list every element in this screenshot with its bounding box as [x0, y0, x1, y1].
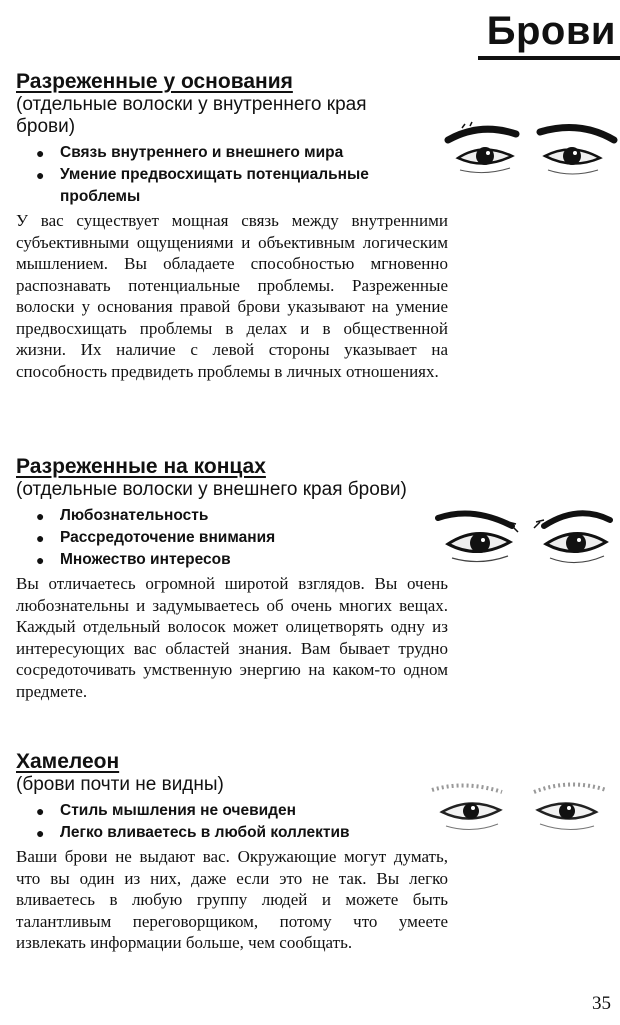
section-heading: Разреженные на концах: [16, 455, 266, 478]
section-body-text: Ваши брови не выдают вас. Окружающие могут думать, что вы один из них, даже если это не так. Вы легко вливаетесь в любую группу людей и можете быть талантливым переговорщиком, потому что умеете извлекать информации больше, чем сообщать.: [16, 847, 448, 952]
section-subtitle: (брови почти не видны): [16, 774, 224, 795]
eyes-illustration: [440, 118, 620, 188]
bullet-item: ● Рассредоточение внимания: [16, 527, 448, 549]
bullet-item: ● Умение предвосхищать потенциальные проблемы: [16, 164, 420, 208]
bullet-item: ● Любознательность: [16, 505, 448, 527]
section-heading: Хамелеон: [16, 750, 120, 773]
section-sparse-at-ends: [16, 455, 448, 702]
bullet-list: [16, 505, 448, 571]
eyes-illustration: [420, 770, 615, 850]
section-subtitle: (отдельные волоски у внутреннего края брови): [16, 94, 367, 137]
bullet-item: ● Связь внутреннего и внешнего мира: [16, 142, 441, 164]
bullet-item: ● Легко вливаетесь в любой коллектив: [16, 822, 448, 844]
section-chameleon: [16, 750, 448, 954]
bullet-list: [16, 142, 441, 208]
bullet-item: ● Множество интересов: [16, 549, 448, 571]
eyes-illustration: [428, 500, 618, 580]
page-title: Брови: [478, 0, 620, 60]
section-heading: Разреженные у основания: [16, 70, 293, 93]
section-body-text: У вас существует мощная связь между внутренними субъективными ощущениями и объективным логическим мышлением. Вы обладаете способностью мгновенно распознавать потенциальные проблемы. Разреженные волоски у основания правой брови указывают на умение предвосхищать проблемы в делах и в общественной жизни. Их наличие с левой стороны указывает на способность предвидеть проблемы в личных отношениях.: [16, 211, 448, 381]
section-subtitle: (отдельные волоски у внешнего края брови): [16, 479, 407, 500]
section-body-text: Вы отличаетесь огромной широтой взглядов. Вы очень любознательны и задумываетесь об очень многих вещах. Каждый отдельный волосок может олицетворять одну из интересующих вас областей знания. Вам бывает трудно сосредоточивать умственную энергию на каком-то одном предмете.: [16, 574, 448, 701]
bullet-list: [16, 800, 448, 844]
page-number: 35: [592, 993, 611, 1014]
section-sparse-at-base: [16, 70, 448, 382]
bullet-item: ● Стиль мышления не очевиден: [16, 800, 448, 822]
